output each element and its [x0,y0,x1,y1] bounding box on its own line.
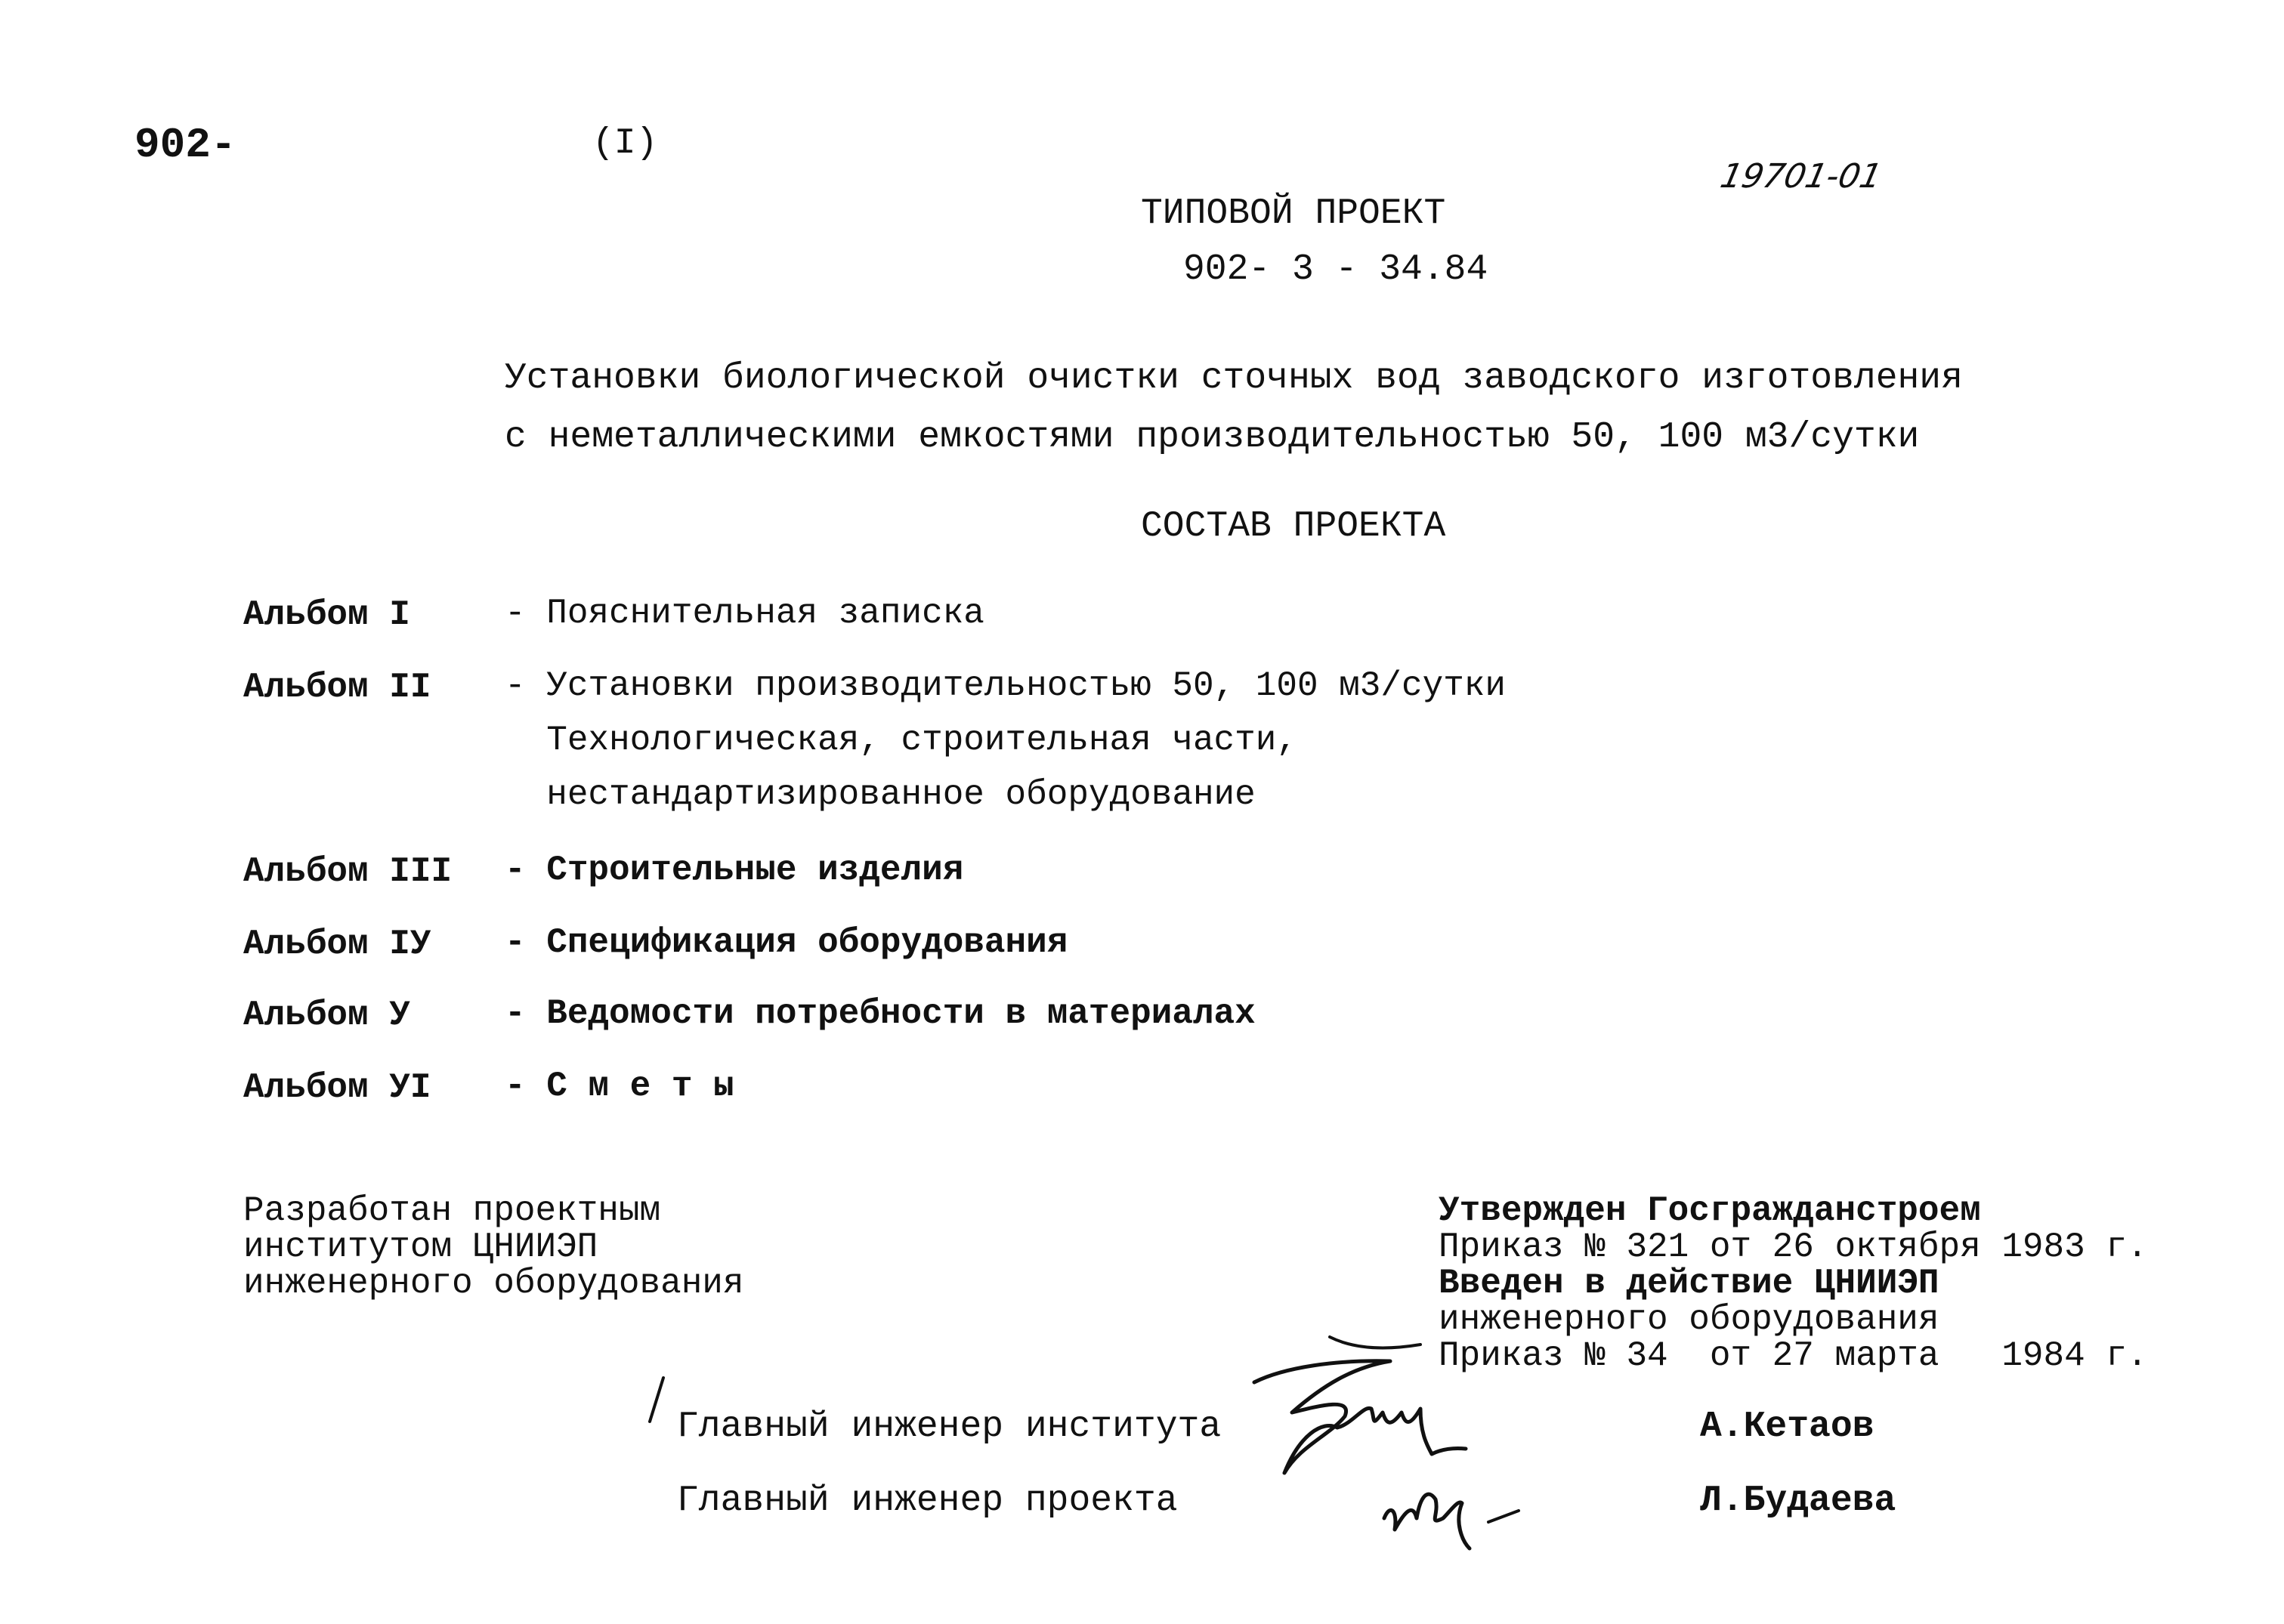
album-description: нестандартизированное оборудование [505,775,1256,814]
album-description: - Пояснительная записка [505,594,984,633]
developer-line: инженерного оборудования [243,1264,744,1303]
developer-line: институтом ЦНИИЭП [243,1227,598,1267]
signatory-name: Л.Будаева [1700,1480,1896,1521]
project-code: 902- 3 - 34.84 [1183,249,1488,290]
album-description: - Строительные изделия [505,851,964,890]
signature-role: Главный инженер проекта [677,1480,1178,1521]
album-description: - Установки производительностью 50, 100 м3/сутки [505,666,1507,705]
title-line-1: Установки биологической очистки сточных вод заводского изготовления [505,358,1963,399]
series-prefix: 902- [134,121,236,169]
signatory-name: А.Кетаов [1700,1406,1874,1447]
title-line-2: с неметаллическими емкостями производительностью 50, 100 м3/сутки [505,417,1920,458]
approval-line: Утвержден Госгражданстроем [1439,1191,1981,1230]
part-number: (I) [592,123,658,164]
album-label: Альбом УI [243,1068,431,1107]
album-description: - Ведомости потребности в материалах [505,994,1256,1033]
section-heading: СОСТАВ ПРОЕКТА [1141,506,1446,547]
approval-line: инженерного оборудования [1439,1300,1939,1339]
album-description: - Спецификация оборудования [505,923,1068,962]
inventory-number: 19701-01 [1717,157,1886,196]
album-description: Технологическая, строительная части, [505,721,1297,760]
album-label: Альбом I [243,595,410,634]
signature-role: Главный инженер института [677,1406,1222,1447]
approval-line: Приказ № 34 от 27 марта 1984 г. [1439,1336,2148,1375]
pen-mark-icon [642,1375,672,1428]
handwritten-signature-icon [1375,1458,1556,1571]
album-label: Альбом У [243,996,410,1035]
album-label: Альбом II [243,668,431,707]
album-label: Альбом III [243,852,453,891]
album-description: - С м е т ы [505,1067,734,1106]
developer-line: Разработан проектным [243,1191,661,1230]
project-type: ТИПОВОЙ ПРОЕКТ [1141,193,1446,234]
approval-line: Введен в действие ЦНИИЭП [1439,1264,1939,1303]
album-label: Альбом IУ [243,925,431,964]
approval-line: Приказ № 321 от 26 октября 1983 г. [1439,1227,2148,1267]
